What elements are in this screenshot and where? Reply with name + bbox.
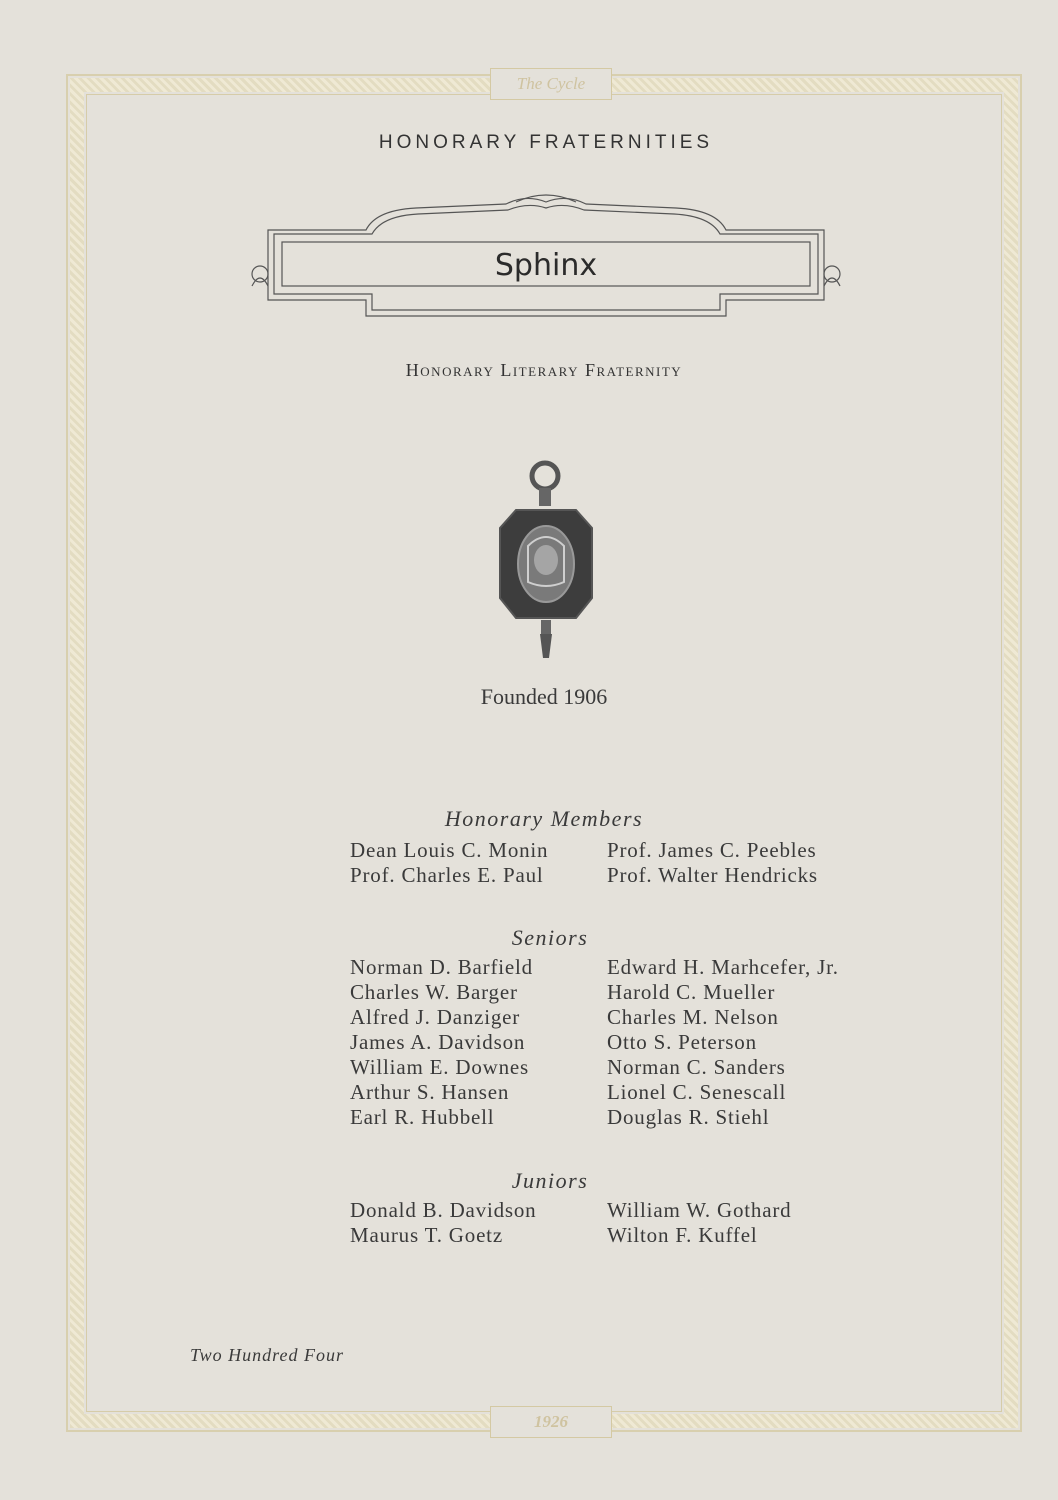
member-name: Harold C. Mueller: [607, 980, 776, 1004]
member-name: Norman C. Sanders: [607, 1055, 786, 1079]
header-cartouche: The Cycle: [490, 68, 612, 100]
member-name: Norman D. Barfield: [350, 955, 533, 979]
seniors-left-column: [350, 955, 533, 1130]
member-name: Prof. Charles E. Paul: [350, 863, 544, 887]
member-name: Wilton F. Kuffel: [607, 1223, 758, 1247]
page-number-label: Two Hundred Four: [190, 1345, 345, 1365]
sphinx-key-icon: [498, 458, 598, 663]
member-name: William E. Downes: [350, 1055, 529, 1079]
member-name: Douglas R. Stiehl: [607, 1105, 770, 1129]
member-name: William W. Gothard: [607, 1198, 792, 1222]
honorary-right-column: [607, 838, 818, 888]
member-name: Edward H. Marhcefer, Jr.: [607, 955, 839, 979]
honorary-members-heading: Honorary Members: [444, 806, 644, 831]
member-name: Earl R. Hubbell: [350, 1105, 495, 1129]
footer-cartouche: 1926: [490, 1406, 612, 1438]
member-name: Prof. James C. Peebles: [607, 838, 817, 862]
seniors-heading: Seniors: [511, 925, 589, 950]
member-name: Lionel C. Senescall: [607, 1080, 787, 1104]
fraternity-title: Sphinx: [494, 248, 598, 283]
section-heading: HONORARY FRATERNITIES: [378, 132, 714, 153]
member-name: Arthur S. Hansen: [350, 1080, 510, 1104]
honorary-left-column: [350, 838, 548, 888]
fraternity-subtitle: Honorary Literary Fraternity: [405, 360, 683, 380]
member-name: Otto S. Peterson: [607, 1030, 757, 1054]
member-name: Alfred J. Danziger: [350, 1005, 521, 1029]
member-name: Donald B. Davidson: [350, 1198, 537, 1222]
founded-date: Founded 1906: [480, 684, 608, 709]
juniors-left-column: [350, 1198, 536, 1248]
member-name: Prof. Walter Hendricks: [607, 863, 818, 887]
seniors-right-column: [607, 955, 839, 1130]
member-name: Dean Louis C. Monin: [350, 838, 549, 862]
member-name: Maurus T. Goetz: [350, 1223, 503, 1247]
member-name: Charles W. Barger: [350, 980, 518, 1004]
juniors-heading: Juniors: [511, 1168, 589, 1193]
member-name: Charles M. Nelson: [607, 1005, 779, 1029]
juniors-right-column: [607, 1198, 791, 1248]
member-name: James A. Davidson: [350, 1030, 526, 1054]
